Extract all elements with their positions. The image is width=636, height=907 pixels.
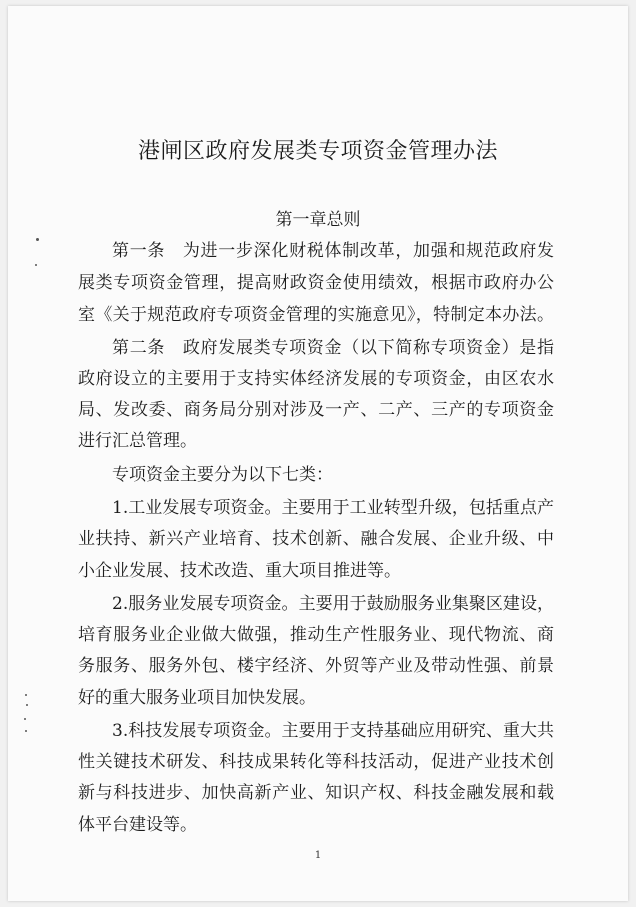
paragraph-line: 第一条 为进一步深化财税体制改革，加强和规范政府发 bbox=[112, 241, 554, 261]
paragraph-line: 性关键技术研发、科技成果转化等科技活动，促进产业技术创 bbox=[78, 752, 554, 772]
paragraph-line: 新与科技进步、加快高新产业、知识产权、科技金融发展和载 bbox=[78, 783, 554, 803]
paragraph-line: 好的重大服务业项目加快发展。 bbox=[78, 688, 316, 708]
paragraph-line: 进行汇总管理。 bbox=[78, 431, 197, 451]
paragraph-line: 1.工业发展专项资金。主要用于工业转型升级，包括重点产 bbox=[112, 498, 554, 518]
paragraph-line: 业扶持、新兴产业培育、技术创新、融合发展、企业升级、中 bbox=[78, 529, 554, 549]
scan-speck bbox=[35, 264, 37, 266]
paragraph-line: 体平台建设等。 bbox=[78, 815, 197, 835]
scan-speck bbox=[36, 238, 39, 241]
scan-speck bbox=[25, 694, 27, 696]
paragraph-line: 政府设立的主要用于支持实体经济发展的专项资金，由区农水 bbox=[78, 369, 554, 389]
page-number: 1 bbox=[314, 850, 322, 861]
paragraph-line: 第二条 政府发展类专项资金（以下简称专项资金）是指 bbox=[112, 338, 554, 358]
paragraph-line: 局、发改委、商务局分别对涉及一产、二产、三产的专项资金 bbox=[78, 400, 554, 420]
paragraph-line: 小企业发展、技术改造、重大项目推进等。 bbox=[78, 561, 401, 581]
chapter-heading: 第一章总则 bbox=[275, 210, 361, 230]
paragraph-line: 2.服务业发展专项资金。主要用于鼓励服务业集聚区建设， bbox=[112, 594, 554, 614]
document-page bbox=[8, 6, 628, 901]
scan-speck bbox=[26, 704, 28, 706]
paragraph-line: 展类专项资金管理，提高财政资金使用绩效，根据市政府办公 bbox=[78, 273, 554, 293]
paragraph-line: 培育服务业企业做大做强，推动生产性服务业、现代物流、商 bbox=[78, 625, 554, 645]
paragraph-line: 务服务、服务外包、楼宇经济、外贸等产业及带动性强、前景 bbox=[78, 656, 554, 676]
paragraph-line: 3.科技发展专项资金。主要用于支持基础应用研究、重大共 bbox=[112, 721, 554, 741]
document-title: 港闸区政府发展类专项资金管理办法 bbox=[137, 139, 498, 164]
scan-speck bbox=[25, 730, 27, 732]
paragraph-line: 专项资金主要分为以下七类： bbox=[112, 465, 333, 485]
scan-speck bbox=[24, 718, 26, 720]
paragraph-line: 室《关于规范政府专项资金管理的实施意见》，特制定本办法。 bbox=[78, 305, 554, 325]
